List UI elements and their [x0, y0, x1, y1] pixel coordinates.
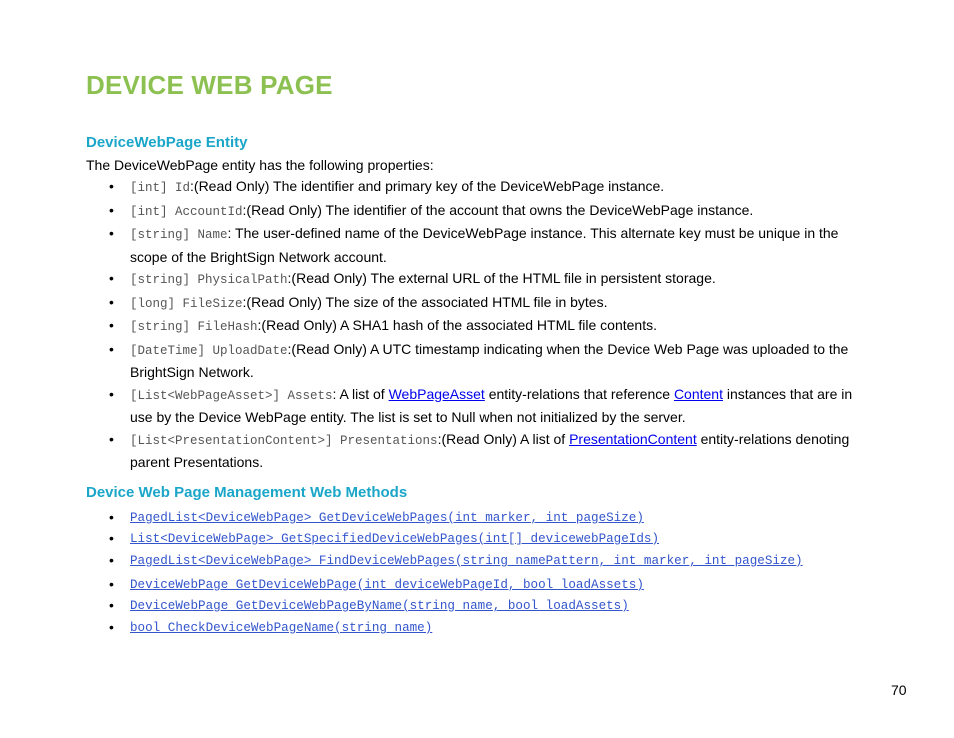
property-description: :(Read Only) A list of — [437, 430, 570, 447]
bullet-icon: • — [109, 293, 114, 310]
property-item — [86, 384, 866, 429]
property-description: :(Read Only) The identifier and primary key of the DeviceWebPage instance. — [190, 178, 665, 194]
page-number: 70 — [891, 682, 907, 698]
method-item — [86, 596, 866, 616]
property-item — [86, 223, 866, 268]
property-description: instances that are in use by the Device WebPage entity. The list is set to Null when not initialized by the server. — [130, 385, 853, 425]
property-description: :(Read Only) A UTC timestamp indicating when the Device Web Page was uploaded to the BrightSign Network. — [130, 340, 849, 380]
bullet-icon: • — [109, 317, 114, 333]
bullet-icon: • — [109, 597, 114, 613]
property-description: :(Read Only) A SHA1 hash of the associated HTML file contents. — [257, 317, 657, 333]
property-item — [86, 176, 866, 200]
webpageasset-link[interactable]: WebPageAsset — [388, 385, 485, 402]
method-link[interactable]: DeviceWebPage GetDeviceWebPageByName(string name, bool loadAssets) — [130, 599, 629, 613]
method-link[interactable]: List<DeviceWebPage> GetSpecifiedDeviceWebPages(int[] devicewebPageIds) — [130, 532, 660, 546]
property-type: [List<PresentationContent>] Presentations — [130, 433, 438, 448]
property-type: [string] PhysicalPath — [130, 273, 288, 287]
property-item — [86, 268, 866, 292]
entity-section-heading: DeviceWebPage Entity — [86, 134, 248, 151]
property-item — [86, 315, 866, 339]
methods-section-heading: Device Web Page Management Web Methods — [86, 484, 408, 501]
bullet-icon: • — [109, 619, 114, 635]
property-type: [long] FileSize — [130, 296, 243, 311]
entity-intro: The DeviceWebPage entity has the following properties: — [86, 157, 434, 173]
property-item — [86, 339, 866, 384]
property-description: :(Read Only) The size of the associated HTML file in bytes. — [242, 293, 608, 310]
property-description: : The user-defined name of the DeviceWebPage instance. This alternate key must be unique in the scope of the BrightSign Network account. — [130, 225, 839, 265]
method-item — [86, 575, 866, 595]
property-description: entity-relations denoting parent Presentations. — [130, 430, 850, 470]
property-description: : A list of — [332, 385, 389, 402]
property-item — [86, 292, 866, 316]
bullet-icon: • — [109, 576, 114, 592]
property-type: [string] FileHash — [130, 320, 258, 334]
page-title: DEVICE WEB PAGE — [86, 70, 333, 100]
bullet-icon: • — [109, 530, 114, 546]
bullet-icon: • — [109, 430, 114, 447]
content-link[interactable]: Content — [673, 385, 723, 402]
property-description: :(Read Only) The identifier of the account that owns the DeviceWebPage instance. — [242, 201, 754, 218]
method-list — [86, 508, 866, 638]
property-list — [86, 176, 866, 474]
method-link[interactable]: PagedList<DeviceWebPage> GetDeviceWebPages(int marker, int pageSize) — [130, 511, 644, 525]
bullet-icon: • — [109, 201, 114, 218]
property-description: entity-relations that reference — [484, 385, 674, 402]
bullet-icon: • — [109, 225, 114, 241]
property-type: [List<WebPageAsset>] Assets — [130, 388, 333, 403]
method-item — [86, 508, 866, 528]
method-item — [86, 529, 866, 549]
property-type: [int] AccountId — [130, 204, 243, 219]
method-link[interactable]: PagedList<DeviceWebPage> FindDeviceWebPages(string namePattern, int marker, int pageSize) — [130, 554, 803, 568]
presentationcontent-link[interactable]: PresentationContent — [569, 430, 697, 447]
property-type: [DateTime] UploadDate — [130, 343, 288, 358]
property-type: [int] Id — [130, 181, 191, 195]
bullet-icon: • — [109, 509, 114, 525]
bullet-icon: • — [109, 270, 114, 286]
property-item — [86, 200, 866, 224]
bullet-icon: • — [109, 552, 114, 568]
method-link[interactable]: DeviceWebPage GetDeviceWebPage(int deviceWebPageId, bool loadAssets) — [130, 578, 644, 592]
method-item — [86, 551, 866, 571]
method-item — [86, 618, 866, 638]
bullet-icon: • — [109, 178, 114, 194]
property-item — [86, 429, 866, 474]
property-description: :(Read Only) The external URL of the HTML file in persistent storage. — [287, 270, 716, 286]
property-type: [string] Name — [130, 228, 228, 242]
bullet-icon: • — [109, 340, 114, 357]
bullet-icon: • — [109, 385, 114, 402]
method-link[interactable]: bool CheckDeviceWebPageName(string name) — [130, 621, 433, 635]
